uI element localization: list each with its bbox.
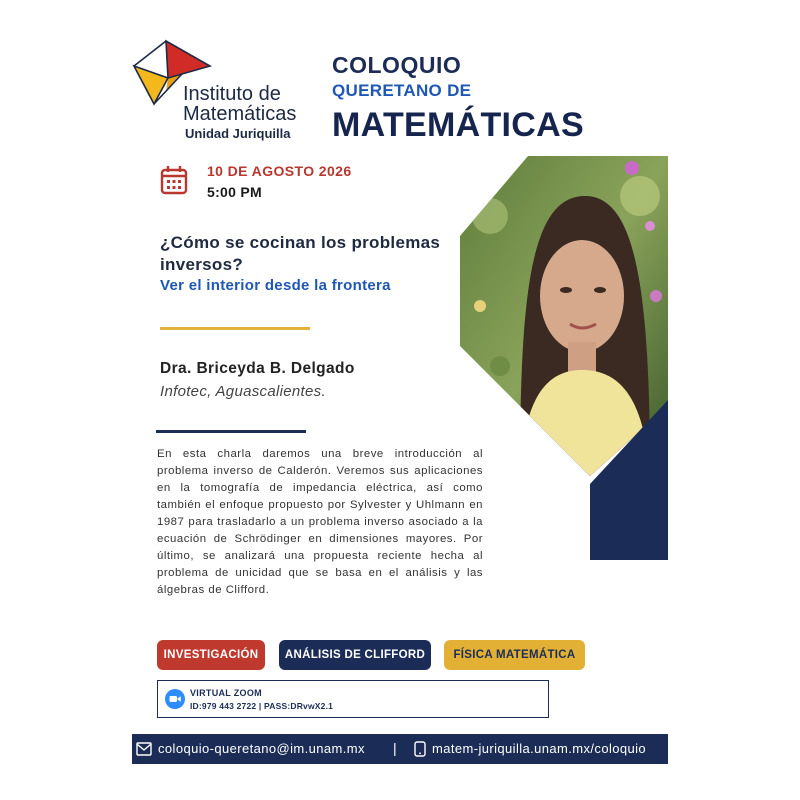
gold-divider: [160, 327, 310, 330]
header-title-line3: MATEMÁTICAS: [332, 106, 584, 144]
zoom-credentials: ID:979 443 2722 | PASS:DRvwX2.1: [190, 701, 334, 711]
tag-fisica-matematica: FÍSICA MATEMÁTICA: [444, 640, 585, 670]
tag-investigacion: INVESTIGACIÓN: [157, 640, 265, 670]
zoom-video-icon: [165, 689, 185, 709]
header-title-line2: QUERETANO DE: [332, 81, 472, 100]
event-time: 5:00 PM: [207, 184, 263, 200]
footer-website-link[interactable]: matem-juriquilla.unam.mx/coloquio: [432, 741, 647, 756]
speaker-affiliation: Infotec, Aguascalientes.: [160, 383, 326, 400]
abstract-text: En esta charla daremos una breve introducción al problema inverso de Calderón. Veremos sus aplicaciones en la tomografía de impedancia eléctrica, así como también el enfoque propuesto por Sylvester y Uhlmann en 1987 para trasladarlo a un problema inverso asociado a la ecuación de Schrödinger en dimensiones mayores. Por último, se analizará una propuesta reciente hecha al problema de unicidad que se basa en el análisis y las álgebras de Clifford.: [157, 448, 483, 596]
tag-analisis-clifford: ANÁLISIS DE CLIFFORD: [279, 640, 431, 670]
zoom-title: VIRTUAL ZOOM: [190, 688, 262, 698]
talk-title: ¿Cómo se cocinan los problemas inversos?: [160, 233, 441, 274]
mail-icon: [136, 742, 152, 756]
calendar-icon: [160, 165, 188, 195]
institute-name-line2: Matemáticas: [183, 103, 297, 125]
phone-icon: [414, 741, 426, 757]
navy-corner-shape: [590, 400, 668, 560]
zoom-info-box: [157, 680, 549, 718]
footer-email-link[interactable]: coloquio-queretano@im.unam.mx: [158, 741, 365, 756]
speaker-name: Dra. Briceyda B. Delgado: [160, 360, 355, 377]
institute-name-line1: Instituto de: [183, 83, 281, 105]
footer-separator: |: [393, 740, 397, 756]
institute-unit: Unidad Juriquilla: [185, 126, 291, 141]
event-date: 10 DE AGOSTO 2026: [207, 163, 352, 179]
header-title-line1: COLOQUIO: [332, 52, 462, 78]
navy-divider: [156, 430, 306, 433]
talk-subtitle: Ver el interior desde la frontera: [160, 277, 391, 294]
